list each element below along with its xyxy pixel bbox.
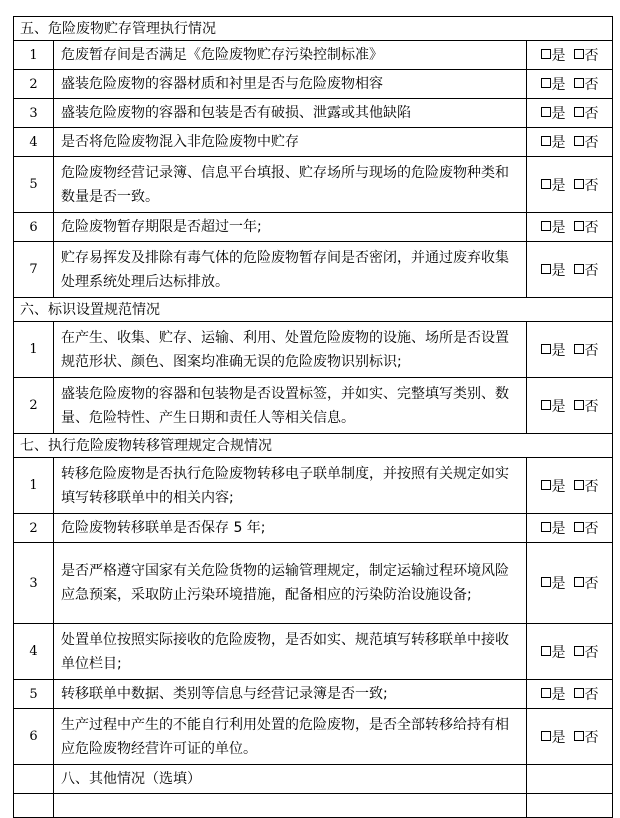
other-section-header xyxy=(14,765,613,794)
checkbox-icon xyxy=(574,49,584,59)
checklist-row xyxy=(14,709,613,765)
checkbox-icon xyxy=(541,480,551,490)
row-number: 2 xyxy=(14,378,54,434)
section-header xyxy=(14,298,613,322)
checklist-row xyxy=(14,213,613,242)
no-label: 否 xyxy=(584,478,599,495)
no-label: 否 xyxy=(584,687,599,703)
yes-no-choice xyxy=(527,157,613,213)
yes-label: 是 xyxy=(551,177,566,194)
checklist-row xyxy=(14,70,613,99)
row-number: 5 xyxy=(14,157,54,213)
yes-no-choice xyxy=(527,242,613,298)
row-question: 贮存易挥发及排除有毒气体的危险废物暂存间是否密闭，并通过废弃收集处理系统处理后达标排放。 xyxy=(54,242,527,298)
checklist-row xyxy=(14,514,613,543)
no-checkbox[interactable] xyxy=(574,521,599,537)
yes-checkbox[interactable] xyxy=(541,521,566,537)
row-number: 4 xyxy=(14,128,54,157)
yes-no-choice xyxy=(527,128,613,157)
section-header xyxy=(14,17,613,41)
checkbox-icon xyxy=(574,731,584,741)
empty-cell xyxy=(14,794,54,818)
yes-no-choice xyxy=(527,709,613,765)
no-checkbox[interactable] xyxy=(574,576,599,592)
no-label: 否 xyxy=(584,342,599,359)
yes-label: 是 xyxy=(551,521,566,537)
no-label: 否 xyxy=(584,220,599,236)
checkbox-icon xyxy=(541,107,551,117)
no-label: 否 xyxy=(584,262,599,279)
no-checkbox[interactable] xyxy=(574,220,599,236)
checkbox-icon xyxy=(574,344,584,354)
section-title: 六、标识设置规范情况 xyxy=(14,298,613,322)
checkbox-icon xyxy=(541,522,551,532)
checkbox-icon xyxy=(574,522,584,532)
yes-label: 是 xyxy=(551,687,566,703)
row-question: 盛装危险废物的容器和包装是否有破损、泄露或其他缺陷 xyxy=(54,99,527,128)
yes-checkbox[interactable] xyxy=(541,645,566,661)
no-checkbox[interactable] xyxy=(574,687,599,703)
checkbox-icon xyxy=(574,688,584,698)
checkbox-icon xyxy=(541,179,551,189)
checkbox-icon xyxy=(541,78,551,88)
checklist-row xyxy=(14,128,613,157)
row-question: 转移危险废物是否执行危险废物转移电子联单制度，并按照有关规定如实填写转移联单中的相关内容; xyxy=(54,458,527,514)
checkbox-icon xyxy=(541,136,551,146)
row-number: 2 xyxy=(14,70,54,99)
section-title: 七、执行危险废物转移管理规定合规情况 xyxy=(14,434,613,458)
yes-checkbox[interactable] xyxy=(541,263,566,279)
checklist-row xyxy=(14,242,613,298)
yes-no-choice xyxy=(527,41,613,70)
checklist-row xyxy=(14,322,613,378)
yes-label: 是 xyxy=(551,77,566,93)
no-checkbox[interactable] xyxy=(574,263,599,279)
yes-label: 是 xyxy=(551,729,566,746)
no-label: 否 xyxy=(584,48,599,64)
row-number: 4 xyxy=(14,624,54,680)
yes-label: 是 xyxy=(551,106,566,122)
yes-checkbox[interactable] xyxy=(541,399,566,415)
checklist-row xyxy=(14,41,613,70)
checkbox-icon xyxy=(541,400,551,410)
no-label: 否 xyxy=(584,106,599,122)
empty-cell xyxy=(527,794,613,818)
checklist-row xyxy=(14,543,613,624)
checkbox-icon xyxy=(574,179,584,189)
no-checkbox[interactable] xyxy=(574,730,599,746)
row-number: 1 xyxy=(14,41,54,70)
yes-no-choice xyxy=(527,70,613,99)
row-question: 是否将危险废物混入非危险废物中贮存 xyxy=(54,128,527,157)
row-number: 3 xyxy=(14,543,54,624)
no-checkbox[interactable] xyxy=(574,48,599,64)
no-checkbox[interactable] xyxy=(574,343,599,359)
yes-checkbox[interactable] xyxy=(541,178,566,194)
row-number: 2 xyxy=(14,514,54,543)
row-number: 6 xyxy=(14,213,54,242)
yes-no-choice xyxy=(527,99,613,128)
no-checkbox[interactable] xyxy=(574,77,599,93)
checklist-table xyxy=(13,16,613,818)
no-checkbox[interactable] xyxy=(574,645,599,661)
yes-checkbox[interactable] xyxy=(541,48,566,64)
yes-label: 是 xyxy=(551,478,566,495)
no-label: 否 xyxy=(584,729,599,746)
yes-checkbox[interactable] xyxy=(541,479,566,495)
checkbox-icon xyxy=(541,221,551,231)
checkbox-icon xyxy=(541,264,551,274)
checkbox-icon xyxy=(541,688,551,698)
row-question: 盛装危险废物的容器和包装物是否设置标签，并如实、完整填写类别、数量、危险特性、产生日期和责任人等相关信息。 xyxy=(54,378,527,434)
checkbox-icon xyxy=(574,400,584,410)
checkbox-icon xyxy=(541,577,551,587)
row-question: 盛装危险废物的容器材质和衬里是否与危险废物相容 xyxy=(54,70,527,99)
checkbox-icon xyxy=(541,49,551,59)
section-header xyxy=(14,434,613,458)
checkbox-icon xyxy=(574,136,584,146)
yes-checkbox[interactable] xyxy=(541,730,566,746)
section-title: 五、危险废物贮存管理执行情况 xyxy=(14,17,613,41)
row-question: 危险废物暂存期限是否超过一年; xyxy=(54,213,527,242)
no-label: 否 xyxy=(584,177,599,194)
other-notes-field[interactable] xyxy=(54,794,527,818)
yes-label: 是 xyxy=(551,135,566,151)
yes-checkbox[interactable] xyxy=(541,106,566,122)
row-question: 是否严格遵守国家有关危险货物的运输管理规定，制定运输过程环境风险应急预案，采取防止污染环境措施，配备相应的污染防治设施设备; xyxy=(54,543,527,624)
checklist-row xyxy=(14,624,613,680)
empty-cell xyxy=(527,765,613,794)
yes-no-choice xyxy=(527,543,613,624)
yes-checkbox[interactable] xyxy=(541,220,566,236)
checkbox-icon xyxy=(574,577,584,587)
row-question: 处置单位按照实际接收的危险废物，是否如实、规范填写转移联单中接收单位栏目; xyxy=(54,624,527,680)
checkbox-icon xyxy=(574,107,584,117)
row-question: 在产生、收集、贮存、运输、利用、处置危险废物的设施、场所是否设置规范形状、颜色、图案均准确无误的危险废物识别标识; xyxy=(54,322,527,378)
yes-no-choice xyxy=(527,322,613,378)
yes-no-choice xyxy=(527,378,613,434)
other-section-title: 八、其他情况（选填） xyxy=(54,765,527,794)
inspection-checklist xyxy=(13,16,612,818)
yes-no-choice xyxy=(527,213,613,242)
checkbox-icon xyxy=(574,78,584,88)
checkbox-icon xyxy=(574,221,584,231)
checkbox-icon xyxy=(574,480,584,490)
no-checkbox[interactable] xyxy=(574,399,599,415)
yes-label: 是 xyxy=(551,576,566,592)
yes-no-choice xyxy=(527,624,613,680)
yes-checkbox[interactable] xyxy=(541,343,566,359)
no-checkbox[interactable] xyxy=(574,178,599,194)
yes-checkbox[interactable] xyxy=(541,135,566,151)
yes-label: 是 xyxy=(551,342,566,359)
no-label: 否 xyxy=(584,135,599,151)
yes-checkbox[interactable] xyxy=(541,77,566,93)
checklist-row xyxy=(14,99,613,128)
empty-cell xyxy=(14,765,54,794)
no-label: 否 xyxy=(584,398,599,415)
row-question: 危险废物经营记录簿、信息平台填报、贮存场所与现场的危险废物种类和数量是否一致。 xyxy=(54,157,527,213)
no-label: 否 xyxy=(584,576,599,592)
row-question: 生产过程中产生的不能自行利用处置的危险废物，是否全部转移给持有相应危险废物经营许可证的单位。 xyxy=(54,709,527,765)
yes-no-choice xyxy=(527,680,613,709)
yes-checkbox[interactable] xyxy=(541,576,566,592)
yes-label: 是 xyxy=(551,220,566,236)
yes-label: 是 xyxy=(551,644,566,661)
no-checkbox[interactable] xyxy=(574,479,599,495)
no-checkbox[interactable] xyxy=(574,135,599,151)
checkbox-icon xyxy=(541,344,551,354)
checkbox-icon xyxy=(541,731,551,741)
yes-label: 是 xyxy=(551,398,566,415)
row-question: 危险废物转移联单是否保存 5 年; xyxy=(54,514,527,543)
row-question: 危废暂存间是否满足《危险废物贮存污染控制标准》 xyxy=(54,41,527,70)
checklist-row xyxy=(14,458,613,514)
checkbox-icon xyxy=(574,646,584,656)
row-number: 7 xyxy=(14,242,54,298)
yes-label: 是 xyxy=(551,48,566,64)
checkbox-icon xyxy=(574,264,584,274)
other-notes-row xyxy=(14,794,613,818)
row-question: 转移联单中数据、类别等信息与经营记录簿是否一致; xyxy=(54,680,527,709)
yes-no-choice xyxy=(527,458,613,514)
no-label: 否 xyxy=(584,644,599,661)
no-label: 否 xyxy=(584,77,599,93)
checklist-row xyxy=(14,680,613,709)
no-checkbox[interactable] xyxy=(574,106,599,122)
row-number: 6 xyxy=(14,709,54,765)
row-number: 1 xyxy=(14,322,54,378)
no-label: 否 xyxy=(584,521,599,537)
checklist-row xyxy=(14,378,613,434)
yes-checkbox[interactable] xyxy=(541,687,566,703)
row-number: 1 xyxy=(14,458,54,514)
row-number: 5 xyxy=(14,680,54,709)
yes-label: 是 xyxy=(551,262,566,279)
checkbox-icon xyxy=(541,646,551,656)
checklist-row xyxy=(14,157,613,213)
yes-no-choice xyxy=(527,514,613,543)
row-number: 3 xyxy=(14,99,54,128)
